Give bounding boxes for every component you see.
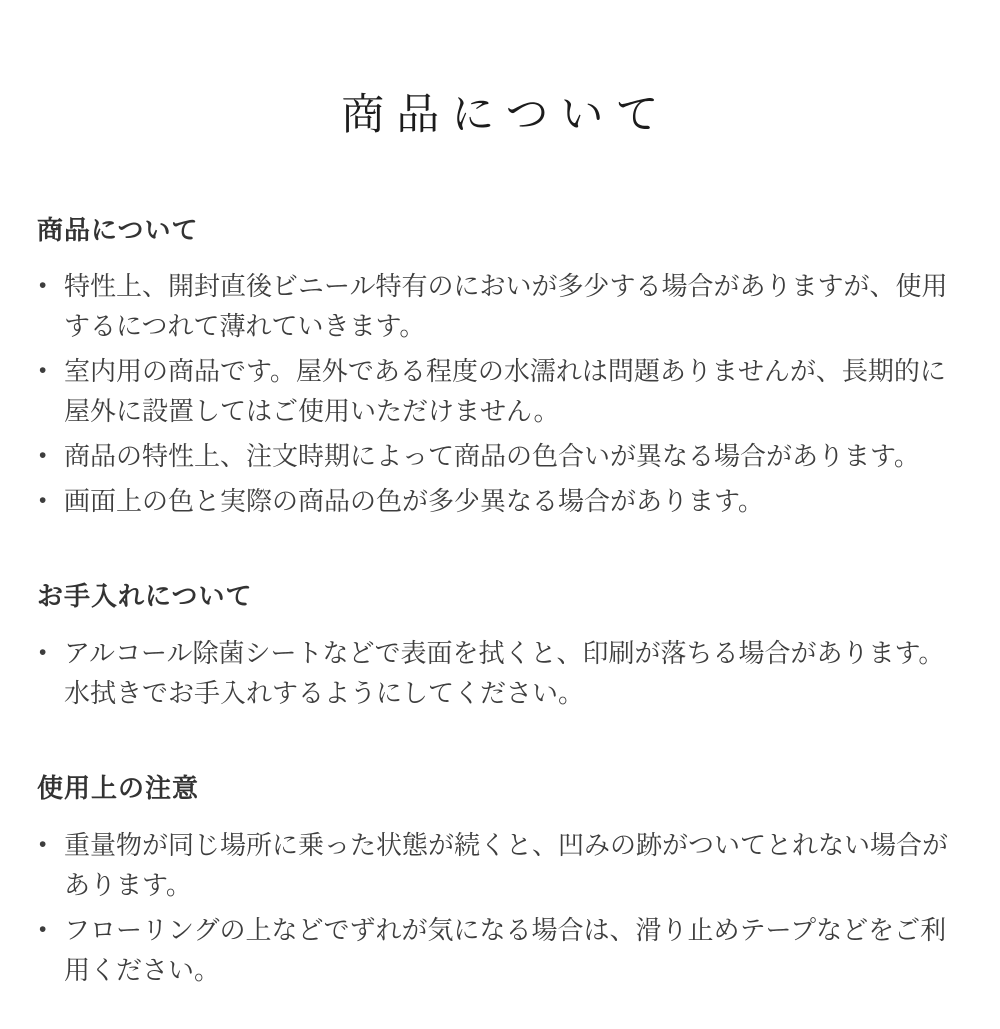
section-heading-product: 商品について xyxy=(37,214,199,245)
bullet-text: 室内用の商品です。屋外である程度の水濡れは問題ありませんが、長期的に屋外に設置してはご使用いただけません。 xyxy=(64,356,946,427)
care-notes-list xyxy=(37,633,980,713)
list-item xyxy=(37,910,980,990)
list-item xyxy=(37,825,980,905)
section-care xyxy=(37,581,980,713)
usage-notes-list xyxy=(37,825,980,990)
section-product xyxy=(37,215,980,522)
product-notes-list xyxy=(37,266,980,521)
list-item xyxy=(37,633,980,713)
bullet-marker: • xyxy=(39,274,47,298)
bullet-text: 画面上の色と実際の商品の色が多少異なる場合があります。 xyxy=(64,486,764,517)
bullet-text: 商品の特性上、注文時期によって商品の色合いが異なる場合があります。 xyxy=(64,441,920,472)
list-item xyxy=(37,351,980,431)
section-heading-care: お手入れについて xyxy=(37,581,253,612)
bullet-text: フローリングの上などでずれが気になる場合は、滑り止めテープなどをご利用ください。 xyxy=(64,914,947,985)
bullet-text: アルコール除菌シートなどで表面を拭くと、印刷が落ちる場合があります。水拭きでお手入れするようにしてください。 xyxy=(64,637,945,708)
list-item xyxy=(37,481,980,521)
document-body xyxy=(0,215,1000,990)
bullet-marker: • xyxy=(39,640,47,664)
bullet-marker: • xyxy=(39,917,47,941)
bullet-marker: • xyxy=(39,359,47,383)
bullet-text: 重量物が同じ場所に乗った状態が続くと、凹みの跡がついてとれない場合があります。 xyxy=(64,829,949,900)
section-heading-usage-precautions: 使用上の注意 xyxy=(37,772,200,803)
list-item xyxy=(37,436,980,476)
document-title: 商品について xyxy=(341,90,671,139)
bullet-text: 特性上、開封直後ビニール特有のにおいが多少する場合がありますが、使用するにつれて薄れていきます。 xyxy=(64,271,948,342)
list-item xyxy=(37,266,980,346)
bullet-marker: • xyxy=(39,444,47,468)
bullet-marker: • xyxy=(39,489,47,513)
product-info-page xyxy=(0,29,1000,1029)
bullet-marker: • xyxy=(39,832,47,856)
section-usage-precautions xyxy=(37,773,980,990)
